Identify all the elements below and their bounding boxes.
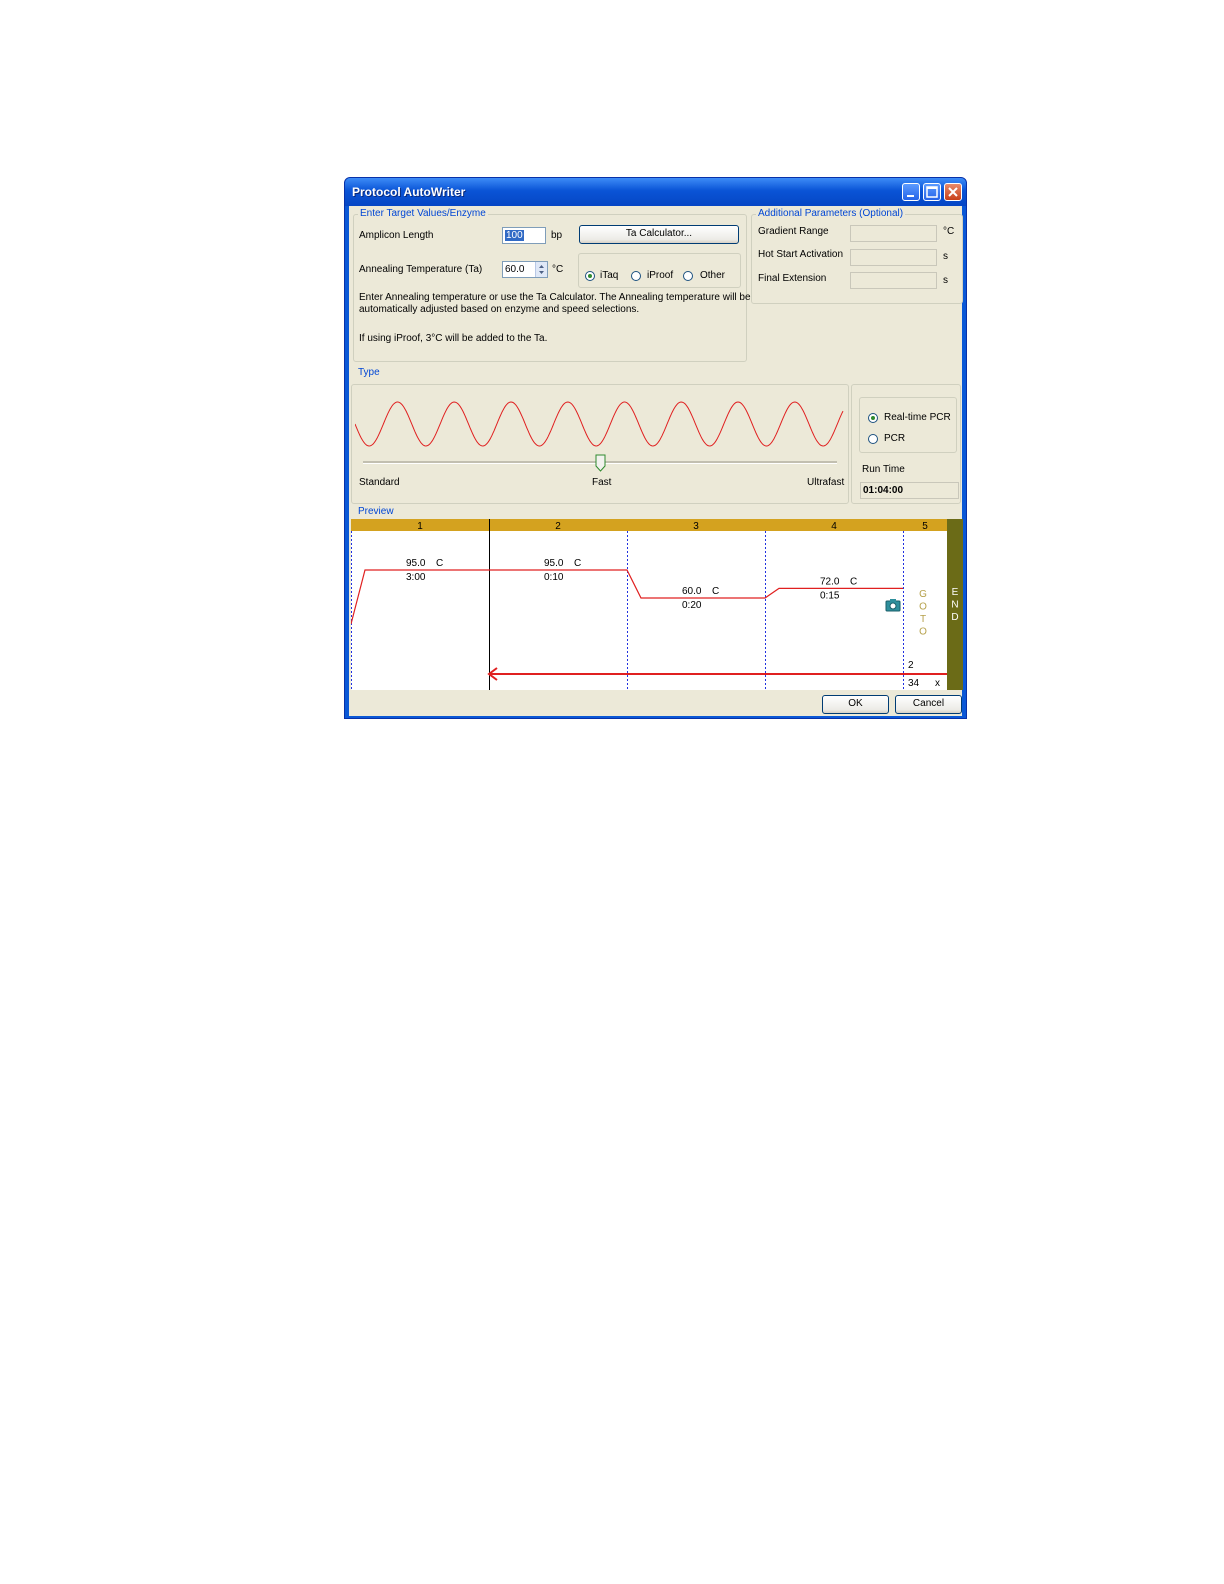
type-legend: Type bbox=[358, 367, 380, 378]
mode-pcr-radio[interactable] bbox=[868, 434, 878, 444]
end-letter: N bbox=[951, 599, 959, 611]
speed-label-ultrafast: Ultrafast bbox=[807, 477, 845, 488]
speed-slider-thumb[interactable] bbox=[595, 454, 606, 472]
hot-start-input[interactable] bbox=[850, 249, 937, 266]
hot-start-label: Hot Start Activation bbox=[758, 249, 844, 260]
speed-label-fast: Fast bbox=[592, 477, 612, 488]
mode-realtime-label[interactable]: Real-time PCR bbox=[884, 412, 951, 423]
step-number-4: 4 bbox=[831, 521, 837, 532]
ok-button[interactable]: OK bbox=[822, 695, 889, 714]
mode-pcr-label[interactable]: PCR bbox=[884, 433, 906, 444]
amplicon-length-label: Amplicon Length bbox=[359, 230, 434, 241]
hot-start-unit: s bbox=[943, 251, 948, 262]
step-time-2: 0:10 bbox=[544, 572, 564, 583]
cancel-button[interactable]: Cancel bbox=[895, 695, 962, 714]
maximize-button[interactable] bbox=[923, 183, 941, 201]
spinner-arrows-icon bbox=[536, 262, 547, 277]
enzyme-other-label[interactable]: Other bbox=[700, 270, 726, 281]
annealing-unit: °C bbox=[552, 264, 564, 275]
goto-letter: O bbox=[919, 601, 927, 613]
maximize-icon bbox=[924, 184, 940, 200]
goto-letter: G bbox=[919, 589, 927, 600]
amplicon-unit: bp bbox=[551, 230, 563, 241]
enzyme-other-radio[interactable] bbox=[683, 271, 693, 281]
camera-icon bbox=[886, 599, 900, 611]
step-number-2: 2 bbox=[555, 521, 561, 532]
annealing-spinner[interactable] bbox=[535, 262, 547, 277]
step-time-1: 3:00 bbox=[406, 572, 426, 583]
step-temp-3: 60.0 bbox=[682, 586, 702, 597]
close-button[interactable] bbox=[944, 183, 962, 201]
title-bar[interactable] bbox=[345, 178, 966, 206]
speed-label-standard: Standard bbox=[359, 477, 400, 488]
end-letter: E bbox=[951, 587, 959, 598]
gradient-range-label: Gradient Range bbox=[758, 226, 829, 237]
enzyme-itaq-radio[interactable] bbox=[585, 271, 595, 281]
run-time-value: 01:04:00 bbox=[863, 485, 904, 496]
annealing-temperature-label: Annealing Temperature (Ta) bbox=[359, 264, 483, 275]
goto-cycle-count: 34 bbox=[908, 678, 920, 689]
step-number-1: 1 bbox=[417, 521, 423, 532]
run-time-field bbox=[860, 482, 959, 499]
final-extension-input[interactable] bbox=[850, 272, 937, 289]
dialog-client-area bbox=[349, 206, 962, 716]
help-text-line-1: Enter Annealing temperature or use the Ta Calculator. The Annealing temperature will be bbox=[359, 292, 751, 303]
enzyme-iproof-label[interactable]: iProof bbox=[647, 270, 674, 281]
minimize-icon bbox=[903, 184, 919, 200]
enzyme-itaq-label[interactable]: iTaq bbox=[600, 270, 619, 281]
step-temp-unit-3: C bbox=[712, 586, 720, 597]
final-extension-label: Final Extension bbox=[758, 273, 827, 284]
mode-realtime-radio[interactable] bbox=[868, 413, 878, 423]
step-number-3: 3 bbox=[693, 521, 699, 532]
annealing-temperature-input[interactable] bbox=[502, 261, 548, 278]
run-time-label: Run Time bbox=[862, 464, 905, 475]
amplicon-length-value: 100 bbox=[506, 230, 523, 241]
step-temp-unit-1: C bbox=[436, 558, 444, 569]
ta-calculator-button[interactable]: Ta Calculator... bbox=[579, 225, 739, 244]
preview-end-bar bbox=[947, 519, 963, 690]
gradient-range-unit: °C bbox=[943, 226, 955, 237]
step-temp-2: 95.0 bbox=[544, 558, 564, 569]
step-temp-unit-4: C bbox=[850, 576, 858, 588]
end-letter: D bbox=[951, 612, 959, 623]
step-header-bar bbox=[351, 519, 947, 531]
step-temp-unit-2: C bbox=[574, 558, 582, 569]
protocol-preview bbox=[351, 519, 963, 690]
enzyme-iproof-radio[interactable] bbox=[631, 271, 641, 281]
additional-parameters-legend: Additional Parameters (Optional) bbox=[758, 208, 904, 219]
goto-times-symbol: x bbox=[935, 678, 940, 689]
speed-waveform bbox=[355, 394, 845, 454]
step-time-4: 0:15 bbox=[820, 590, 840, 602]
help-text-line-3: If using iProof, 3°C will be added to the Ta. bbox=[359, 333, 548, 344]
minimize-button[interactable] bbox=[902, 183, 920, 201]
goto-letter: O bbox=[919, 626, 927, 638]
gradient-range-input[interactable] bbox=[850, 225, 937, 242]
preview-legend: Preview bbox=[358, 506, 394, 517]
amplicon-length-input[interactable] bbox=[502, 227, 546, 244]
goto-step-number: 2 bbox=[908, 660, 914, 671]
mode-radio-group bbox=[859, 397, 957, 453]
protocol-autowriter-window bbox=[344, 177, 967, 719]
window-title: Protocol AutoWriter bbox=[352, 185, 466, 199]
step-number-5: 5 bbox=[922, 521, 928, 532]
help-text-line-2: automatically adjusted based on enzyme and speed selections. bbox=[359, 304, 640, 315]
preview-step-header bbox=[351, 519, 947, 532]
step-temp-1: 95.0 bbox=[406, 558, 426, 569]
step-time-3: 0:20 bbox=[682, 600, 702, 611]
preview-background bbox=[351, 519, 963, 690]
close-icon bbox=[945, 184, 961, 200]
annealing-temperature-value: 60.0 bbox=[505, 264, 525, 275]
target-values-legend: Enter Target Values/Enzyme bbox=[360, 208, 486, 219]
final-extension-unit: s bbox=[943, 275, 948, 286]
step-temp-4: 72.0 bbox=[820, 576, 840, 588]
waveform-line bbox=[355, 402, 843, 446]
goto-letter: T bbox=[919, 614, 927, 625]
